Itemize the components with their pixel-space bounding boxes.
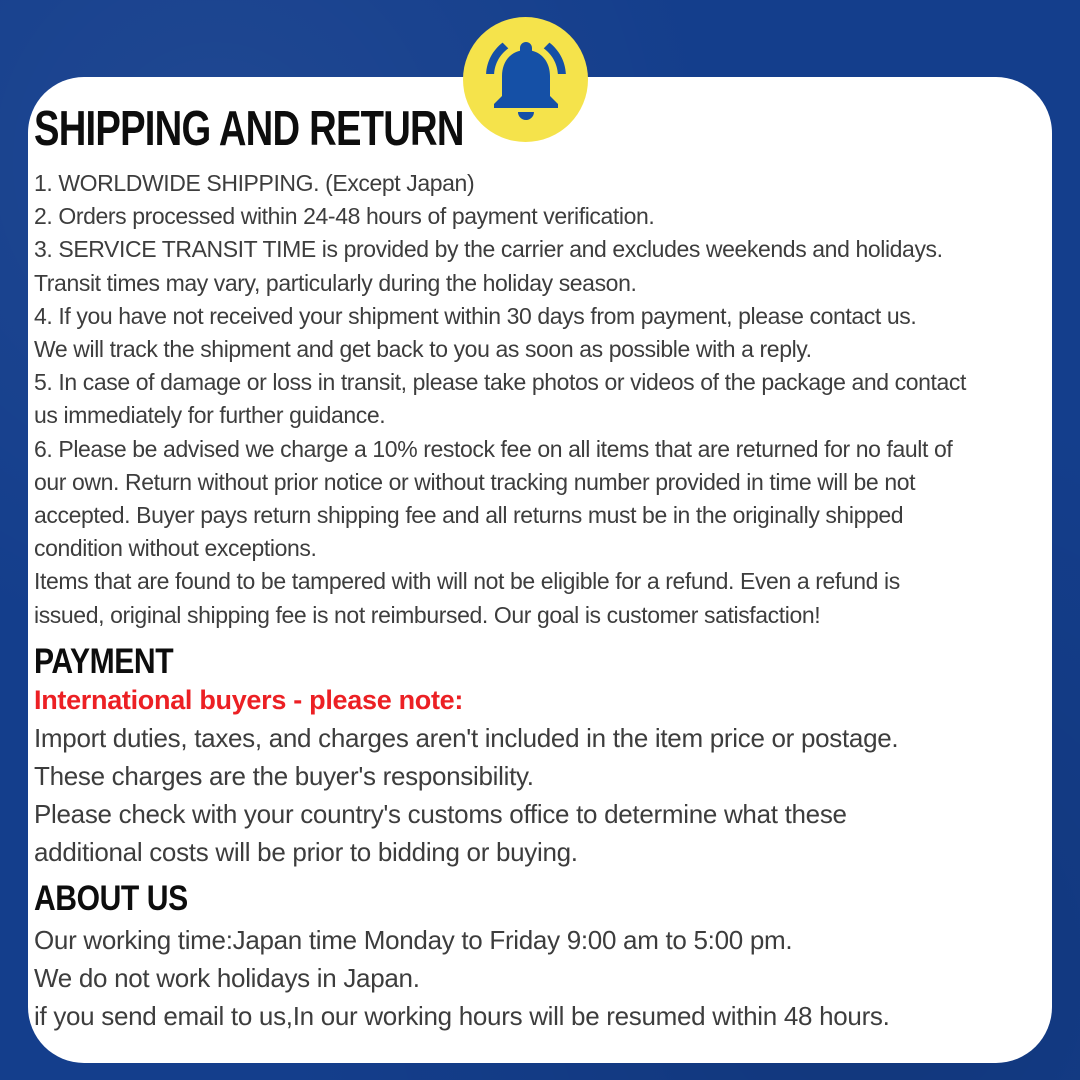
policy-line: 1. WORLDWIDE SHIPPING. (Except Japan)	[34, 170, 475, 196]
policy-line: our own. Return without prior notice or without tracking number provided in time will be not	[34, 468, 916, 495]
policy-line: Import duties, taxes, and charges aren't included in the item price or postage.	[34, 722, 899, 753]
bell-icon-path	[486, 42, 566, 120]
policy-line: 2. Orders processed within 24-48 hours of payment verification.	[34, 203, 655, 230]
policy-line: accepted. Buyer pays return shipping fee and all returns must be in the originally shipped	[34, 502, 904, 529]
policy-line: Items that are found to be tampered with will not be eligible for a refund. Even a refund is	[34, 568, 900, 595]
shipping-section-body	[34, 167, 1044, 632]
payment-section-title: PAYMENT	[34, 641, 174, 681]
policy-line: These charges are the buyer's responsibility.	[34, 760, 534, 791]
policy-line: 3. SERVICE TRANSIT TIME is provided by the carrier and excludes weekends and holidays.	[34, 236, 943, 263]
policy-line: Our working time:Japan time Monday to Friday 9:00 am to 5:00 pm.	[34, 924, 793, 955]
policy-line: We do not work holidays in Japan.	[34, 962, 420, 993]
about-section-title: ABOUT US	[34, 878, 188, 918]
policy-line: issued, original shipping fee is not reimbursed. Our goal is customer satisfaction!	[34, 601, 821, 628]
about-section-body	[34, 921, 1044, 1035]
bell-icon	[478, 32, 574, 128]
policy-line: condition without exceptions.	[34, 535, 317, 562]
policy-line: 5. In case of damage or loss in transit, please take photos or videos of the package and contact	[34, 369, 967, 396]
policy-line: 4. If you have not received your shipment within 30 days from payment, please contact us.	[34, 302, 917, 329]
notification-badge	[463, 17, 588, 142]
international-buyers-note: International buyers - please note:	[34, 684, 464, 715]
policy-line: 6. Please be advised we charge a 10% restock fee on all items that are returned for no fault of	[34, 435, 953, 462]
payment-section-body	[34, 719, 1044, 871]
policy-line: Transit times may vary, particularly during the holiday season.	[34, 269, 637, 296]
policy-line: We will track the shipment and get back to you as soon as possible with a reply.	[34, 336, 812, 363]
policy-line: if you send email to us,In our working hours will be resumed within 48 hours.	[34, 1000, 890, 1031]
policy-line: Please check with your country's customs office to determine what these	[34, 798, 847, 829]
policy-line: us immediately for further guidance.	[34, 402, 386, 429]
policy-line: additional costs will be prior to bidding or buying.	[34, 836, 578, 867]
policy-card	[28, 77, 1052, 1063]
shipping-section-title: SHIPPING AND RETURN	[34, 102, 464, 156]
